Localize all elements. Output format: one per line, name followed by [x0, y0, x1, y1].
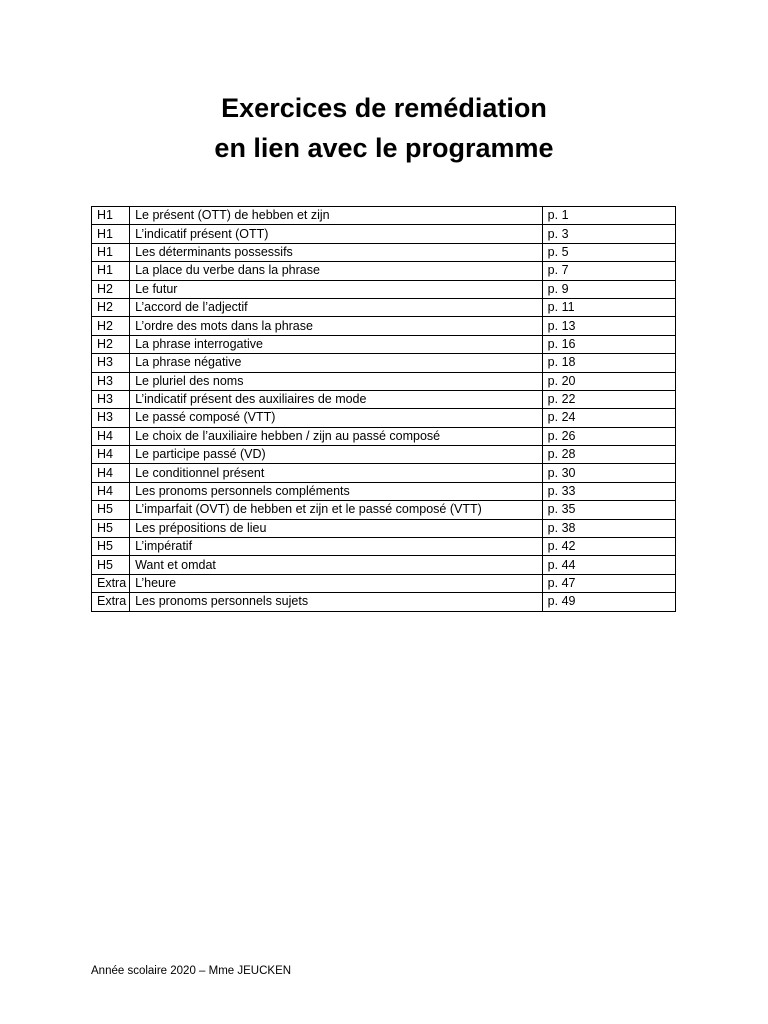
page-cell: p. 42 [542, 538, 675, 556]
unit-cell: H3 [92, 354, 130, 372]
topic-cell: Le présent (OTT) de hebben et zijn [130, 207, 543, 225]
page-cell: p. 9 [542, 280, 675, 298]
table-row [92, 446, 676, 464]
topic-cell: L’heure [130, 574, 543, 592]
title-line-1: Exercices de remédiation [221, 93, 547, 123]
page-cell: p. 11 [542, 298, 675, 316]
topic-cell: Les pronoms personnels sujets [130, 593, 543, 611]
table-row [92, 538, 676, 556]
page-cell: p. 20 [542, 372, 675, 390]
table-row [92, 225, 676, 243]
table-row [92, 482, 676, 500]
table-row [92, 409, 676, 427]
page-cell: p. 3 [542, 225, 675, 243]
topic-cell: La phrase interrogative [130, 335, 543, 353]
page-cell: p. 7 [542, 262, 675, 280]
table-row [92, 390, 676, 408]
unit-cell: H1 [92, 225, 130, 243]
exercise-table-body [92, 207, 676, 612]
page-cell: p. 35 [542, 501, 675, 519]
topic-cell: L’impératif [130, 538, 543, 556]
unit-cell: H2 [92, 298, 130, 316]
table-row [92, 335, 676, 353]
topic-cell: Le choix de l’auxiliaire hebben / zijn au passé composé [130, 427, 543, 445]
page-cell: p. 33 [542, 482, 675, 500]
unit-cell: H2 [92, 317, 130, 335]
table-row [92, 317, 676, 335]
table-row [92, 207, 676, 225]
page-cell: p. 49 [542, 593, 675, 611]
table-row [92, 262, 676, 280]
page-cell: p. 13 [542, 317, 675, 335]
unit-cell: H5 [92, 556, 130, 574]
page-cell: p. 38 [542, 519, 675, 537]
unit-cell: H4 [92, 464, 130, 482]
page-cell: p. 22 [542, 390, 675, 408]
table-row [92, 372, 676, 390]
topic-cell: Les déterminants possessifs [130, 243, 543, 261]
page-cell: p. 30 [542, 464, 675, 482]
unit-cell: H5 [92, 501, 130, 519]
unit-cell: Extra [92, 593, 130, 611]
topic-cell: Le participe passé (VD) [130, 446, 543, 464]
footer-text: Année scolaire 2020 – Mme JEUCKEN [91, 965, 292, 977]
topic-cell: Le pluriel des noms [130, 372, 543, 390]
topic-cell: Le futur [130, 280, 543, 298]
topic-cell: L’imparfait (OVT) de hebben et zijn et le passé composé (VTT) [130, 501, 543, 519]
unit-cell: H4 [92, 482, 130, 500]
topic-cell: La phrase négative [130, 354, 543, 372]
table-row [92, 427, 676, 445]
exercise-table [91, 206, 676, 612]
topic-cell: La place du verbe dans la phrase [130, 262, 543, 280]
unit-cell: Extra [92, 574, 130, 592]
topic-cell: L’accord de l’adjectif [130, 298, 543, 316]
topic-cell: L’indicatif présent des auxiliaires de mode [130, 390, 543, 408]
page-cell: p. 5 [542, 243, 675, 261]
page-cell: p. 26 [542, 427, 675, 445]
table-row [92, 574, 676, 592]
unit-cell: H3 [92, 409, 130, 427]
topic-cell: L’ordre des mots dans la phrase [130, 317, 543, 335]
topic-cell: Le conditionnel présent [130, 464, 543, 482]
topic-cell: Le passé composé (VTT) [130, 409, 543, 427]
page-cell: p. 1 [542, 207, 675, 225]
table-row [92, 280, 676, 298]
table-row [92, 243, 676, 261]
table-row [92, 354, 676, 372]
unit-cell: H5 [92, 538, 130, 556]
unit-cell: H1 [92, 243, 130, 261]
topic-cell: L’indicatif présent (OTT) [130, 225, 543, 243]
title-line-2: en lien avec le programme [214, 133, 554, 163]
unit-cell: H2 [92, 335, 130, 353]
unit-cell: H4 [92, 446, 130, 464]
table-row [92, 464, 676, 482]
topic-cell: Want et omdat [130, 556, 543, 574]
page-cell: p. 47 [542, 574, 675, 592]
document-title [0, 88, 768, 168]
unit-cell: H5 [92, 519, 130, 537]
table-row [92, 298, 676, 316]
unit-cell: H2 [92, 280, 130, 298]
topic-cell: Les pronoms personnels compléments [130, 482, 543, 500]
page-cell: p. 18 [542, 354, 675, 372]
page-cell: p. 16 [542, 335, 675, 353]
page-cell: p. 24 [542, 409, 675, 427]
unit-cell: H4 [92, 427, 130, 445]
table-row [92, 501, 676, 519]
page-cell: p. 44 [542, 556, 675, 574]
table-row [92, 593, 676, 611]
table-row [92, 556, 676, 574]
table-row [92, 519, 676, 537]
unit-cell: H1 [92, 262, 130, 280]
page-cell: p. 28 [542, 446, 675, 464]
unit-cell: H3 [92, 372, 130, 390]
topic-cell: Les prépositions de lieu [130, 519, 543, 537]
unit-cell: H1 [92, 207, 130, 225]
unit-cell: H3 [92, 390, 130, 408]
